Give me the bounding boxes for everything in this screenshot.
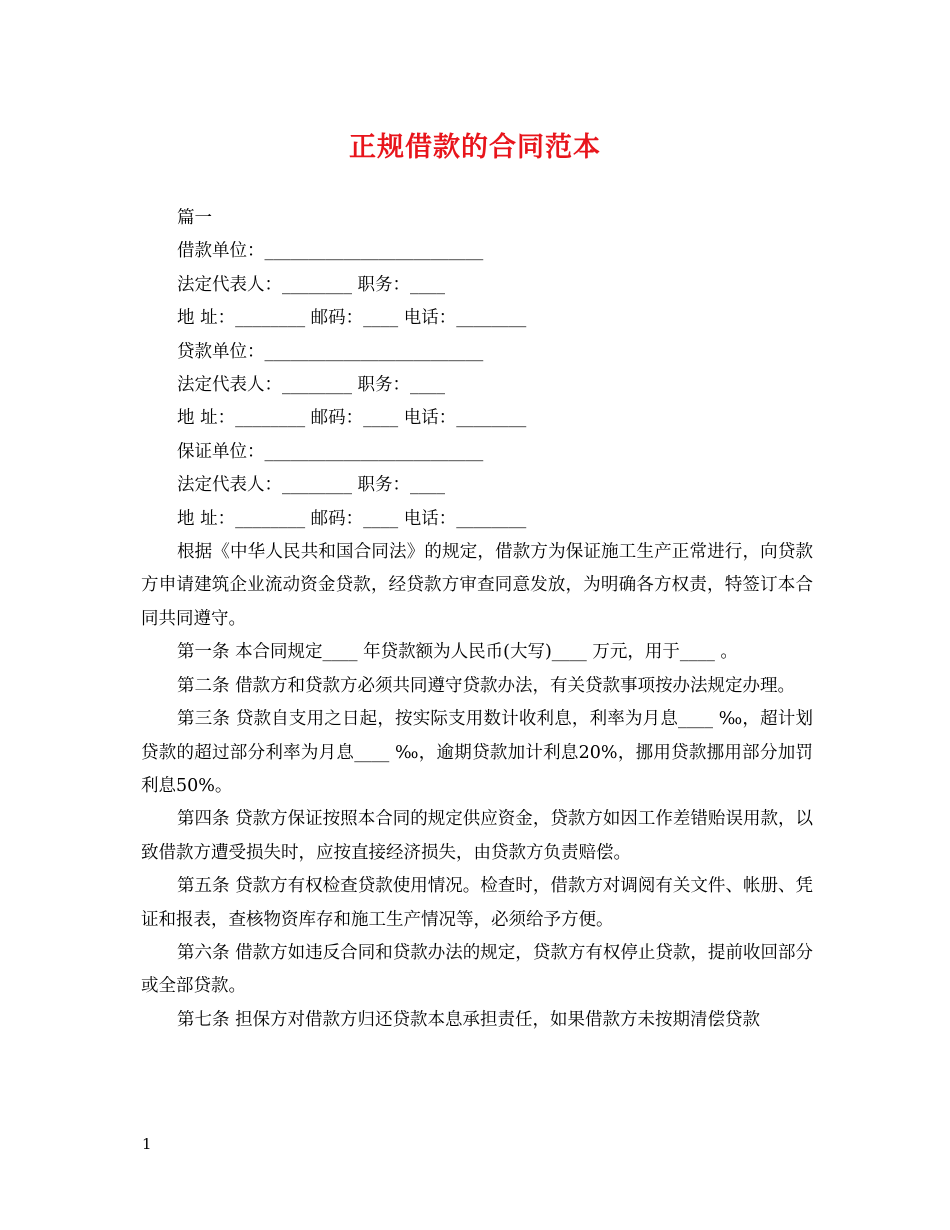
lender-address-line: 地 址：________ 邮码：____ 电话：________ <box>177 408 527 429</box>
article-3-paragraph: 第三条 贷款自支用之日起，按实际支用数计收利息，利率为月息____ ‰，超计划贷款的超过部分利率为月息____ ‰，逾期贷款加计利息20%，挪用贷款挪用部分加罚利息50%。 <box>141 709 813 796</box>
borrower-unit-line: 借款单位：_________________________ <box>177 241 484 262</box>
borrower-representative-line: 法定代表人：________ 职务：____ <box>177 274 446 295</box>
borrower-address-line: 地 址：________ 邮码：____ 电话：________ <box>177 308 527 329</box>
preamble-paragraph: 根据《中华人民共和国合同法》的规定，借款方为保证施工生产正常进行，向贷款方申请建筑企业流动资金贷款，经贷款方审查同意发放，为明确各方权责，特签订本合同共同遵守。 <box>141 542 813 629</box>
page-number: 1 <box>142 1135 152 1153</box>
guarantor-representative-line: 法定代表人：________ 职务：____ <box>177 475 446 496</box>
article-7-paragraph: 第七条 担保方对借款方归还贷款本息承担责任，如果借款方未按期清偿贷款 <box>177 1009 761 1030</box>
article-4-paragraph: 第四条 贷款方保证按照本合同的规定供应资金，贷款方如因工作差错贻误用款，以致借款方遭受损失时，应按直接经济损失，由贷款方负责赔偿。 <box>141 809 813 863</box>
article-5-paragraph: 第五条 贷款方有权检查贷款使用情况。检查时，借款方对调阅有关文件、帐册、凭证和报表，查核物资库存和施工生产情况等，必须给予方便。 <box>141 876 813 930</box>
lender-representative-line: 法定代表人：________ 职务：____ <box>177 375 446 396</box>
document-title: 正规借款的合同范本 <box>349 132 601 163</box>
section-label: 篇一 <box>177 208 212 228</box>
guarantor-unit-line: 保证单位：_________________________ <box>177 441 484 462</box>
document-body <box>141 202 813 1037</box>
guarantor-address-line: 地 址：________ 邮码：____ 电话：________ <box>177 508 527 529</box>
article-2-paragraph: 第二条 借款方和贷款方必须共同遵守贷款办法，有关贷款事项按办法规定办理。 <box>177 675 796 696</box>
article-1-paragraph: 第一条 本合同规定____ 年贷款额为人民币(大写)____ 万元，用于____ 。 <box>177 642 738 663</box>
lender-unit-line: 贷款单位：_________________________ <box>177 341 484 362</box>
article-6-paragraph: 第六条 借款方如违反合同和贷款办法的规定，贷款方有权停止贷款，提前收回部分或全部贷款。 <box>141 942 813 997</box>
